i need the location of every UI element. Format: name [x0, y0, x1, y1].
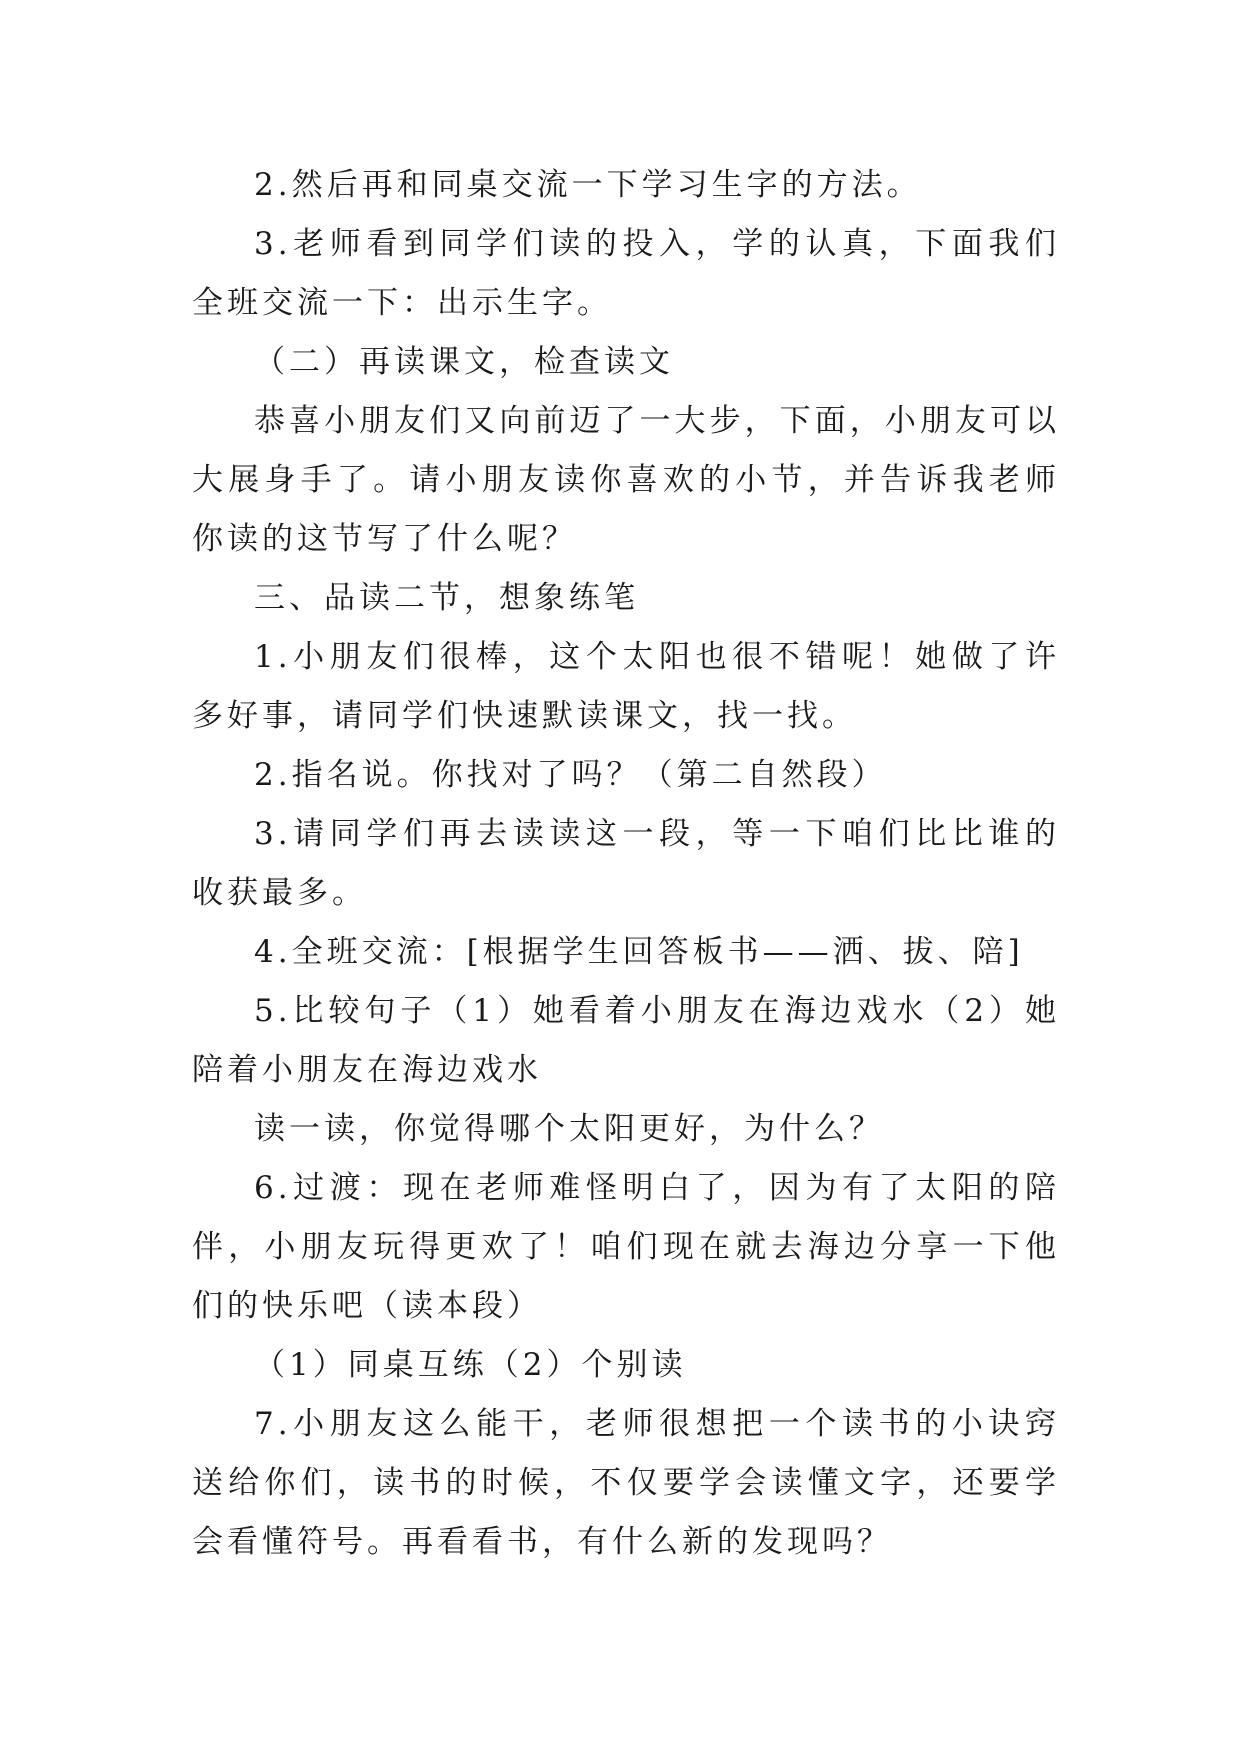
paragraph: 1.小朋友们很棒，这个太阳也很不错呢！她做了许多好事，请同学们快速默读课文，找一找。 [192, 639, 1060, 734]
paragraph: 5.比较句子（1）她看着小朋友在海边戏水（2）她陪着小朋友在海边戏水 [192, 993, 1060, 1088]
paragraph: 3.请同学们再去读读这一段，等一下咱们比比谁的收获最多。 [192, 816, 1060, 911]
paragraph: 2.指名说。你找对了吗？（第二自然段） [254, 757, 887, 793]
paragraph: 恭喜小朋友们又向前迈了一大步，下面，小朋友可以大展身手了。请小朋友读你喜欢的小节，并告诉我老师你读的这节写了什么呢？ [192, 403, 1060, 557]
paragraph: 2.然后再和同桌交流一下学习生字的方法。 [254, 167, 922, 203]
paragraph: 4.全班交流：[根据学生回答板书——洒、拔、陪] [254, 934, 1024, 970]
paragraph: （二）再读课文，检查读文 [254, 344, 674, 380]
document-body [192, 156, 1060, 1572]
section-heading: 三、品读二节，想象练笔 [254, 580, 639, 616]
paragraph: 读一读，你觉得哪个太阳更好，为什么？ [254, 1111, 884, 1147]
paragraph: （1）同桌互练（2）个别读 [254, 1347, 687, 1383]
paragraph: 6.过渡：现在老师难怪明白了，因为有了太阳的陪伴，小朋友玩得更欢了！咱们现在就去海边分享一下他们的快乐吧（读本段） [192, 1170, 1060, 1324]
paragraph: 7.小朋友这么能干，老师很想把一个读书的小诀窍送给你们，读书的时候，不仅要学会读懂文字，还要学会看懂符号。再看看书，有什么新的发现吗？ [192, 1406, 1060, 1560]
paragraph: 3.老师看到同学们读的投入，学的认真，下面我们全班交流一下：出示生字。 [192, 226, 1060, 321]
